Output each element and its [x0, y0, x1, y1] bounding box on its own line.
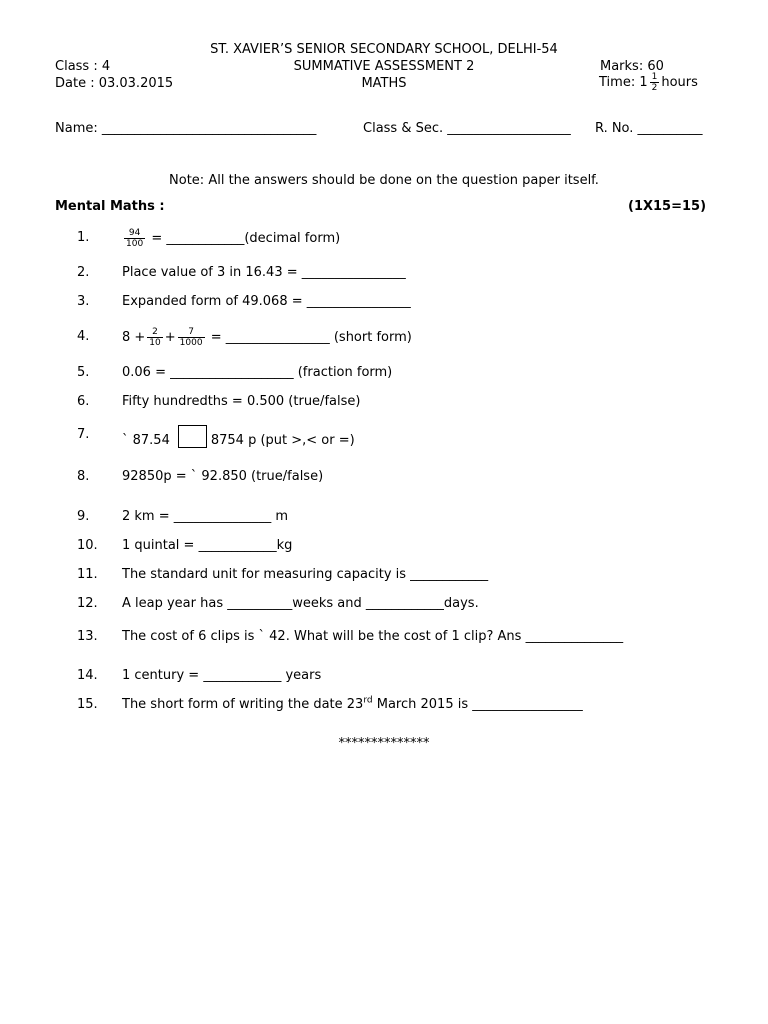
marks-label: Marks: 60: [600, 59, 664, 74]
question-14: 14. 1 century = ____________ years: [77, 668, 322, 683]
section-title: Mental Maths :: [55, 199, 165, 214]
subject-label: MATHS: [361, 76, 407, 91]
question-4: 4. 8 + $\frac{2}{10}$ + $\frac{7}{1000}$ = ________________ (short form): [77, 327, 412, 348]
date-label: Date : 03.03.2015: [55, 76, 174, 91]
roll-field: R. No. __________: [595, 121, 703, 136]
question-5: 5. 0.06 = ___________________ (fraction form): [77, 365, 393, 380]
question-6: 6. Fifty hundredths = 0.500 (true/false): [77, 394, 361, 409]
time-label: Time: 1 $\frac{1}{2}$ hours: [599, 72, 698, 93]
question-13: 13. The cost of 6 clips is ` 42. What will be the cost of 1 clip? Ans _______________: [77, 629, 624, 644]
question-3: 3. Expanded form of 49.068 = ________________: [77, 294, 411, 309]
question-7: 7. ` 87.54 8754 p (put >,< or =): [77, 427, 355, 448]
note: Note: All the answers should be done on the question paper itself.: [169, 173, 599, 188]
question-10: 10. 1 quintal = ____________kg: [77, 538, 293, 553]
question-15: 15. The short form of writing the date 23rd March 2015 is _________________: [77, 695, 583, 712]
class-sec-field: Class & Sec. ___________________: [363, 121, 571, 136]
question-12: 12. A leap year has __________weeks and ____________days.: [77, 596, 479, 611]
school-name: ST. XAVIER’S SENIOR SECONDARY SCHOOL, DELHI-54: [210, 42, 558, 57]
class-label: Class : 4: [55, 59, 111, 74]
name-field: Name: _________________________________: [55, 121, 317, 136]
question-2: 2. Place value of 3 in 16.43 = ________________: [77, 265, 406, 280]
end-marker: **************: [338, 736, 430, 751]
question-11: 11. The standard unit for measuring capacity is ____________: [77, 567, 489, 582]
comparison-box[interactable]: [178, 425, 207, 448]
section-marks: (1X15=15): [628, 199, 707, 214]
assessment-title: SUMMATIVE ASSESSMENT 2: [293, 59, 475, 74]
question-1: 1. $\frac{94}{100}$ = ____________(decimal form): [77, 228, 341, 249]
question-9: 9. 2 km = _______________ m: [77, 509, 289, 524]
question-8: 8. 92850p = ` 92.850 (true/false): [77, 469, 324, 484]
